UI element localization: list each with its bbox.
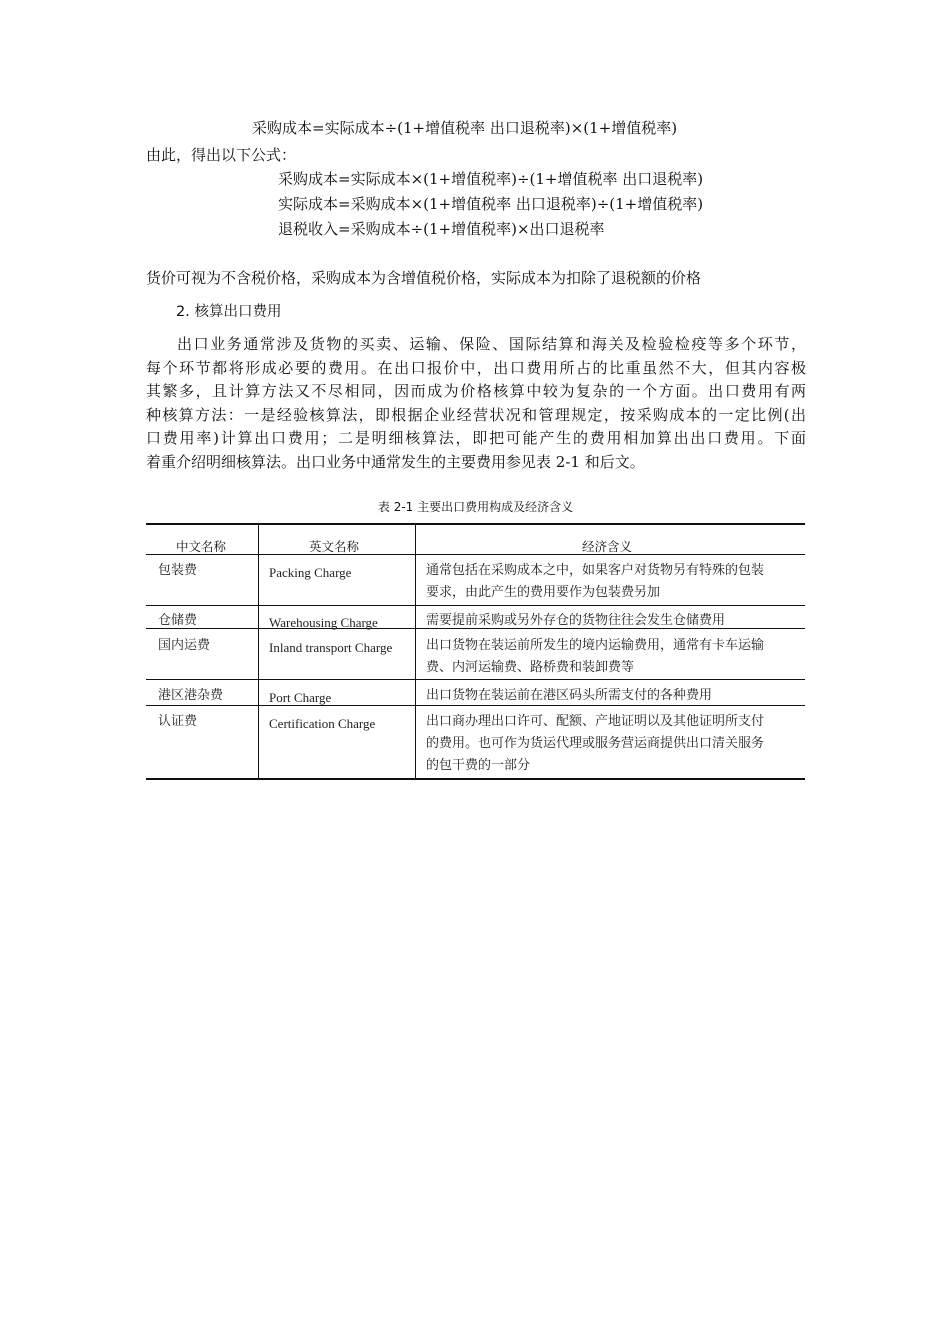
desc-line: 出口货物在装运前所发生的境内运输费用，通常有卡车运输	[426, 638, 765, 653]
cell-desc-inland-transport	[426, 635, 794, 679]
paragraph-line: 出口业务通常涉及货物的买卖、运输、保险、国际结算和海关及检验检疫等多个环节，	[177, 335, 806, 353]
header-economic-meaning: 经济含义	[582, 539, 633, 554]
intro-text: 由此，得出以下公式：	[146, 146, 297, 164]
cell-cn-warehousing: 仓储费	[158, 613, 198, 628]
formula-actual-cost: 实际成本=采购成本×(1+增值税率 出口退税率)÷(1+增值税率)	[278, 195, 704, 213]
paragraph-line: 口费用率)计算出口费用；二是明细核算法，即把可能产生的费用相加算出出口费用。下面	[146, 429, 806, 447]
cell-en-certification: Certification Charge	[269, 716, 376, 731]
desc-line: 的费用。也可作为货运代理或服务营运商提供出口清关服务	[426, 736, 765, 751]
column-divider	[258, 525, 259, 778]
cell-en-inland-transport: Inland transport Charge	[269, 640, 393, 655]
price-note: 货价可视为不含税价格，采购成本为含增值税价格，实际成本为扣除了退税额的价格	[146, 269, 702, 287]
header-english-name: 英文名称	[309, 539, 360, 554]
formula-purchase-cost: 采购成本=实际成本×(1+增值税率)÷(1+增值税率 出口退税率)	[278, 170, 704, 188]
cell-cn-port: 港区港杂费	[158, 688, 224, 703]
cell-en-packing: Packing Charge	[269, 565, 352, 580]
cell-desc-packing	[426, 560, 794, 604]
row-divider	[146, 605, 805, 606]
cell-en-warehousing: Warehousing Charge	[269, 615, 378, 630]
desc-line: 通常包括在采购成本之中，如果客户对货物另有特殊的包装	[426, 563, 765, 578]
cell-cn-certification: 认证费	[158, 714, 198, 729]
section-heading: 2. 核算出口费用	[176, 304, 282, 320]
paragraph-line: 着重介绍明细核算法。出口业务中通常发生的主要费用参见表 2-1 和后文。	[146, 452, 645, 471]
column-divider	[415, 525, 416, 778]
cell-en-port: Port Charge	[269, 690, 332, 705]
desc-line: 要求，由此产生的费用要作为包装费另加	[426, 585, 661, 600]
desc-line: 费、内河运输费、路桥费和装卸费等	[426, 660, 635, 675]
desc-line: 出口货物在装运前在港区码头所需支付的各种费用	[426, 688, 713, 703]
row-divider	[146, 679, 805, 680]
paragraph-line: 种核算方法：一是经验核算法，即根据企业经营状况和管理规定，按采购成本的一定比例(出	[146, 405, 806, 424]
cell-cn-inland-transport: 国内运费	[158, 638, 211, 653]
export-costs-table	[146, 523, 805, 780]
row-divider	[146, 554, 805, 555]
cell-desc-port	[426, 685, 794, 707]
cell-cn-packing: 包装费	[158, 563, 198, 578]
cell-desc-certification	[426, 711, 794, 777]
desc-line: 需要提前采购或另外存仓的货物往往会发生仓储费用	[426, 613, 726, 628]
formula-tax-refund: 退税收入=采购成本÷(1+增值税率)×出口退税率	[278, 220, 605, 238]
paragraph-line: 其繁多，且计算方法又不尽相同，因而成为价格核算中较为复杂的一个方面。出口费用有两	[146, 382, 806, 400]
body-paragraph	[146, 333, 806, 474]
header-chinese-name: 中文名称	[176, 539, 227, 554]
formula-purchase-cost-top: 采购成本=实际成本÷(1+增值税率 出口退税率)×(1+增值税率)	[252, 119, 678, 137]
desc-line: 出口商办理出口许可、配额、产地证明以及其他证明所支付	[426, 714, 765, 729]
desc-line: 的包干费的一部分	[426, 758, 531, 773]
paragraph-line: 每个环节都将形成必要的费用。在出口报价中，出口费用所占的比重虽然不大，但其内容极	[146, 358, 806, 377]
cell-desc-warehousing	[426, 610, 794, 632]
table-caption: 表 2-1 主要出口费用构成及经济含义	[377, 500, 574, 514]
